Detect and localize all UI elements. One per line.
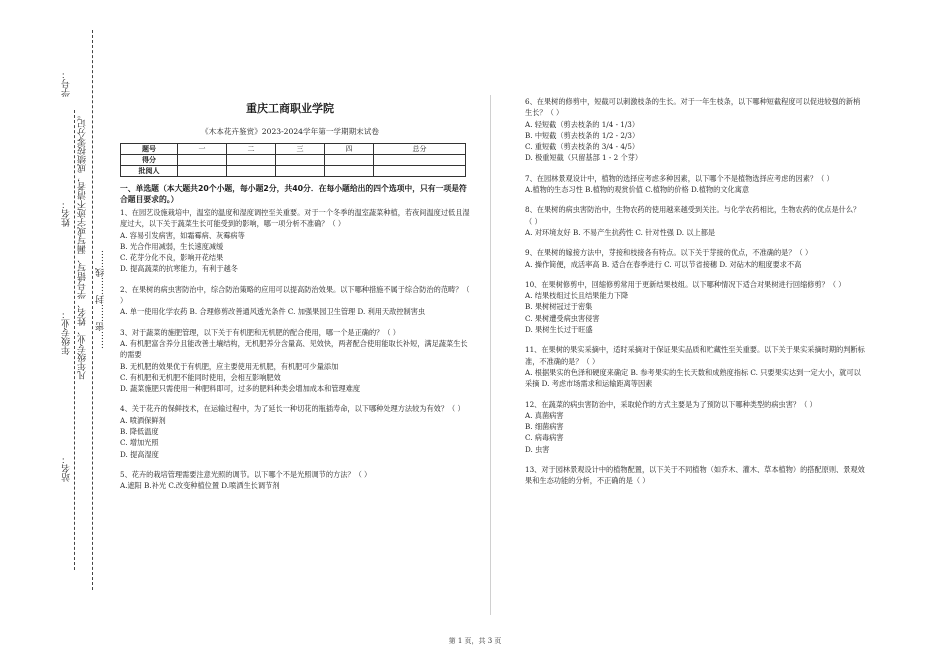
question-stem: 11、在果树的果实采摘中，适时采摘对于保证果实品质和贮藏性至关重要。以下关于果实采摘时期的判断标准，不准确的是？（ ） bbox=[525, 345, 865, 366]
question-9 bbox=[525, 247, 865, 270]
question-stem: 9、在果树的嫁接方法中，芽接和枝接各有特点。以下关于芽接的优点，不准确的是？（ ） bbox=[525, 248, 813, 258]
score-cell bbox=[325, 166, 374, 177]
question-8 bbox=[525, 204, 865, 238]
section-heading: 一、单选题（本大题共20个小题，每小题2分，共40分．在每小题给出的四个选项中，只有一项是符合题目要求的。） bbox=[120, 184, 467, 204]
right-column bbox=[525, 96, 865, 496]
column-divider bbox=[490, 95, 491, 615]
option: A. 单一使用化学农药 B. 合理修剪改善通风透光条件 C. 加强果园卫生管理 D. 利用天敌控制害虫 bbox=[120, 307, 426, 317]
school-title: 重庆工商职业学院 bbox=[246, 102, 334, 115]
site-label: 站名： bbox=[62, 455, 72, 482]
option: D. 极重短截（只留基部 1 - 2 个芽） bbox=[525, 153, 643, 163]
option: B. 中短截（剪去枝条的 1/2 - 2/3） bbox=[525, 130, 640, 140]
score-header-3: 三 bbox=[276, 144, 325, 155]
left-column bbox=[120, 207, 470, 501]
score-cell bbox=[276, 155, 325, 166]
name-label: 姓名： bbox=[62, 200, 72, 227]
binding-notice: 凡年级专业、姓名、学号错写、漏写或字迹不清者，成绩按零分记。 bbox=[78, 110, 88, 380]
option: C. 果树遭受病虫害侵害 bbox=[525, 313, 600, 323]
question-4 bbox=[120, 403, 470, 459]
question-stem: 7、在园林景观设计中，植物的选择应考虑多种因素，以下哪个不是植物选择应考虑的因素？（ ） bbox=[525, 173, 834, 183]
option: C. 花芽分化不良，影响开花结果 bbox=[120, 253, 224, 263]
option: A. 操作简便，成活率高 B. 适合在春季进行 C. 可以节省接穗 D. 对砧木的粗度要求不高 bbox=[525, 259, 802, 269]
option: B. 降低温度 bbox=[120, 427, 159, 437]
question-stem: 6、在果树的修剪中，短截可以刺激枝条的生长。对于一年生枝条，以下哪种短截程度可以促进较强的新梢生长？（ ） bbox=[525, 97, 861, 118]
question-stem: 2、在果树的病虫害防治中，综合防治策略的应用可以提高防治效果。以下哪种措施不属于综合防治的范畴？（ ） bbox=[120, 284, 470, 306]
score-cell bbox=[227, 166, 276, 177]
exam-subtitle: 《木本花卉鉴赏》2023-2024学年第一学期期末试卷 bbox=[201, 127, 379, 136]
score-header-0: 题号 bbox=[121, 144, 178, 155]
seal-line-text: ……密……封……线…… bbox=[96, 250, 106, 349]
question-11 bbox=[525, 344, 865, 389]
binding-dashed-line bbox=[92, 30, 93, 590]
score-cell bbox=[276, 166, 325, 177]
option: C. 增加光照 bbox=[120, 438, 159, 448]
question-5 bbox=[120, 469, 470, 492]
question-6 bbox=[525, 96, 865, 164]
question-stem: 12、在蔬菜的病虫害防治中，采取轮作的方式主要是为了预防以下哪种类型的病虫害？（ ） bbox=[525, 399, 817, 409]
question-3 bbox=[120, 327, 470, 395]
score-cell bbox=[374, 166, 466, 177]
score-table bbox=[120, 143, 466, 177]
option: D. 果树生长过于旺盛 bbox=[525, 325, 593, 335]
score-cell bbox=[374, 155, 466, 166]
score-header-4: 四 bbox=[325, 144, 374, 155]
question-stem: 1、在园艺设施栽培中，温室的温度和湿度调控至关重要。对于一个冬季的温室蔬菜种植，若夜间温度过低且湿度过大，以下关于蔬菜生长可能受到的影响，哪一项分析不准确？（ ） bbox=[120, 208, 470, 229]
binding-dashed-line-inner bbox=[74, 110, 75, 570]
page-footer: 第 1 页，共 3 页 bbox=[448, 637, 502, 645]
option: A. 轻短截（剪去枝条的 1/4 - 1/3） bbox=[525, 119, 640, 129]
option: A. 喷洒保鲜剂 bbox=[120, 415, 166, 425]
score-cell bbox=[227, 155, 276, 166]
option: A.植物的生态习性 B.植物的观赏价值 C.植物的价格 D.植物的文化寓意 bbox=[525, 185, 750, 195]
question-12 bbox=[525, 399, 865, 455]
question-10 bbox=[525, 279, 865, 335]
question-13 bbox=[525, 464, 865, 487]
option: D. 提高蔬菜的抗寒能力，有利于越冬 bbox=[120, 264, 238, 274]
option: C. 重短截（剪去枝条的 3/4 - 4/5） bbox=[525, 142, 640, 152]
score-header-1: 一 bbox=[178, 144, 227, 155]
option: D. 提高湿度 bbox=[120, 449, 159, 459]
option: B. 光合作用减弱，生长速度减缓 bbox=[120, 241, 224, 251]
option: D. 虫害 bbox=[525, 444, 550, 454]
option: B. 果树树冠过于密集 bbox=[525, 302, 593, 312]
option: A. 有机肥富含养分且能改善土壤结构，无机肥养分含量高、见效快，两者配合使用能取长补短，满足蔬菜生长的需要 bbox=[120, 338, 468, 360]
option: A. 真菌病害 bbox=[525, 410, 564, 420]
option: A. 容易引发病害，如霜霉病、灰霉病等 bbox=[120, 230, 245, 240]
score-row-label-0: 得分 bbox=[121, 155, 178, 166]
major-label: 年级专业： bbox=[62, 310, 72, 355]
option: C. 病毒病害 bbox=[525, 433, 564, 443]
option: A. 根据果实的色泽和硬度来确定 B. 参考果实的生长天数和成熟度指标 C. 只要果实达到一定大小，就可以采摘 D. 考虑市场需求和运输距离等因素 bbox=[525, 367, 861, 389]
question-stem: 5、花卉的栽培管理需要注意光照的调节。以下哪个不是光照调节的方法？（ ） bbox=[120, 469, 372, 479]
student-id-label: 学号： bbox=[62, 70, 72, 97]
score-cell bbox=[325, 155, 374, 166]
question-2 bbox=[120, 284, 470, 318]
option: D. 蔬菜施肥只需使用一种肥料即可，过多的肥料种类会增加成本和管理难度 bbox=[120, 384, 361, 394]
question-1 bbox=[120, 207, 470, 275]
question-stem: 4、关于花卉的保鲜技术，在运输过程中，为了延长一种切花的瓶插寿命，以下哪种处理方法较为有效？（ ） bbox=[120, 404, 465, 414]
score-cell bbox=[178, 166, 227, 177]
question-stem: 13、对于园林景观设计中的植物配置，以下关于不同植物（如乔木、灌木、草本植物）的搭配原则、景观效果和生态功能的分析，不正确的是（ ） bbox=[525, 465, 865, 486]
option: A.遮阳 B.补光 C.改变种植位置 D.喷洒生长调节剂 bbox=[120, 481, 280, 491]
score-cell bbox=[178, 155, 227, 166]
option: A. 对环境友好 B. 不易产生抗药性 C. 针对性强 D. 以上都是 bbox=[525, 227, 716, 237]
score-row-label-1: 批阅人 bbox=[121, 166, 178, 177]
option: B. 无机肥的效果优于有机肥，应主要使用无机肥，有机肥可少量添加 bbox=[120, 361, 339, 371]
score-header-2: 二 bbox=[227, 144, 276, 155]
option: C. 有机肥和无机肥不能同时使用，会相互影响肥效 bbox=[120, 372, 281, 382]
question-stem: 3、对于蔬菜的施肥管理，以下关于有机肥和无机肥的配合使用，哪一个是正确的？（ ） bbox=[120, 327, 400, 337]
question-stem: 8、在果树的病虫害防治中，生物农药的使用越来越受到关注。与化学农药相比，生物农药的优点是什么？（ ） bbox=[525, 205, 861, 226]
score-header-5: 总分 bbox=[374, 144, 466, 155]
question-stem: 10、在果树修剪中，回缩修剪常用于更新结果枝组。以下哪种情况下适合对果树进行回缩修剪？（ ） bbox=[525, 279, 846, 289]
question-7 bbox=[525, 173, 865, 196]
option: B. 细菌病害 bbox=[525, 422, 564, 432]
option: A. 结果枝组过长且结果能力下降 bbox=[525, 291, 629, 301]
